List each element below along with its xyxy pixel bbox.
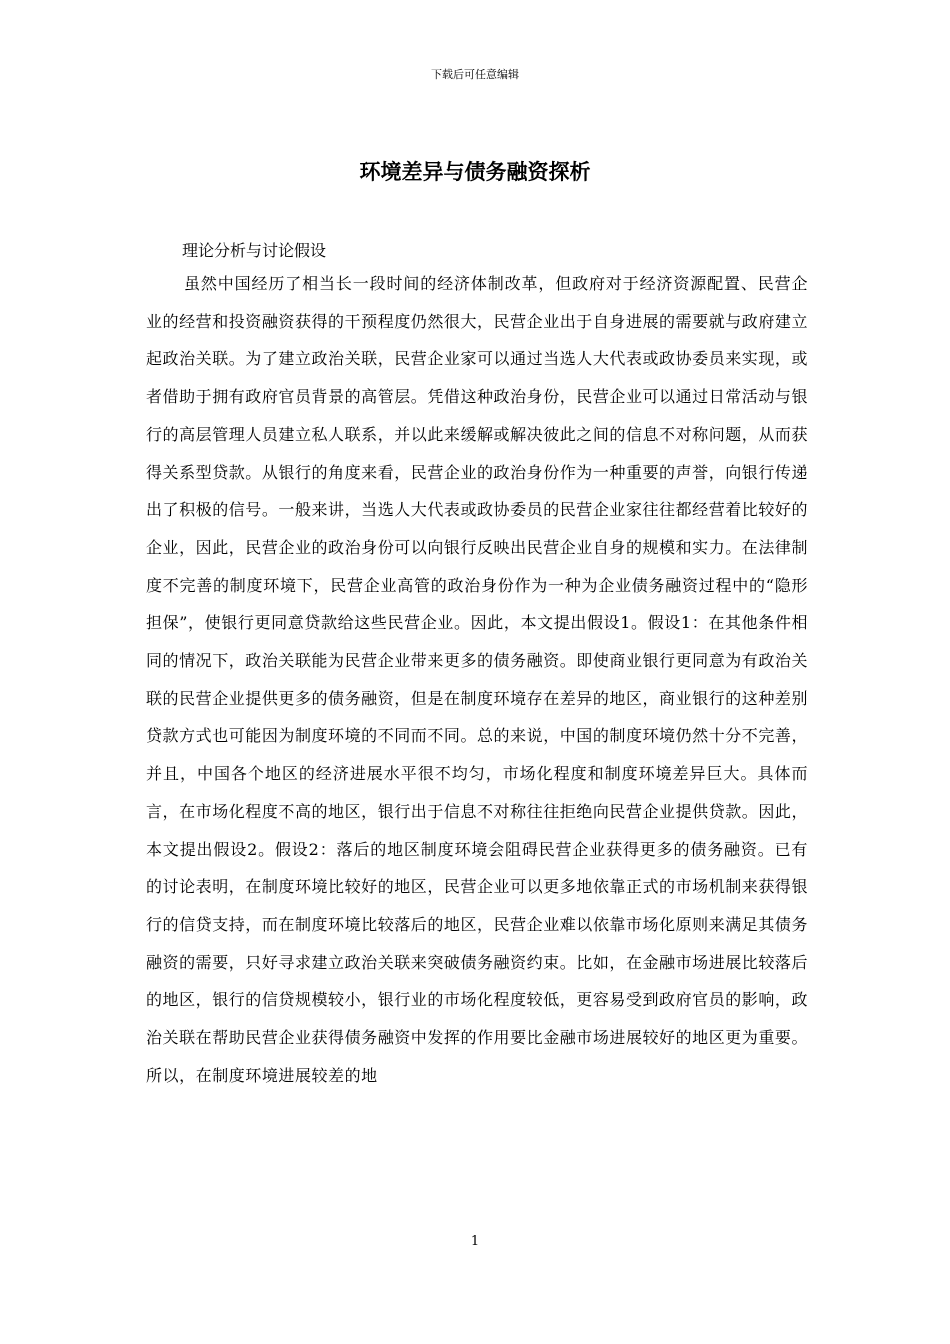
page-number: 1 xyxy=(470,1234,480,1249)
page-header-note: 下载后可任意编辑 xyxy=(431,68,519,81)
section-heading: 理论分析与讨论假设 xyxy=(182,241,327,260)
document-title: 环境差异与债务融资探析 xyxy=(359,159,591,184)
body-paragraph: 虽然中国经历了相当长一段时间的经济体制改革，但政府对于经济资源配置、民营企业的经营和投资融资获得的干预程度仍然很大，民营企业出于自身进展的需要就与政府建立起政治关联。为了建立政治关联，民营企业家可以通过当选人大代表或政协委员来实现，或者借助于拥有政府官员背景的高管层。凭借这种政治身份，民营企业可以通过日常活动与银行的高层管理人员建立私人联系，并以此来缓解或解决彼此之间的信息不对称问题，从而获得关系型贷款。从银行的角度来看，民营企业的政治身份作为一种重要的声誉，向银行传递出了积极的信号。一般来讲，当选人大代表或政协委员的民营企业家往往都经营着比较好的企业，因此，民营企业的政治身份可以向银行反映出民营企业自身的规模和实力。在法律制度不完善的制度环境下，民营企业高管的政治身份作为一种为企业债务融资过程中的“隐形担保”，使银行更同意贷款给这些民营企业。因此，本文提出假设1。假设1：在其他条件相同的情况下，政治关联能为民营企业带来更多的债务融资。即使商业银行更同意为有政治关联的民营企业提供更多的债务融资，但是在制度环境存在差异的地区，商业银行的这种差别贷款方式也可能因为制度环境的不同而不同。总的来说，中国的制度环境仍然十分不完善，并且，中国各个地区的经济进展水平很不均匀，市场化程度和制度环境差异巨大。具体而言，在市场化程度不高的地区，银行出于信息不对称往往拒绝向民营企业提供贷款。因此，本文提出假设2。假设2：落后的地区制度环境会阻碍民营企业获得更多的债务融资。已有的讨论表明，在制度环境比较好的地区，民营企业可以更多地依靠正式的市场机制来获得银行的信贷支持，而在制度环境比较落后的地区，民营企业难以依靠市场化原则来满足其债务融资的需要，只好寻求建立政治关联来突破债务融资约束。比如，在金融市场进展比较落后的地区，银行的信贷规模较小，银行业的市场化程度较低，更容易受到政府官员的影响，政治关联在帮助民营企业获得债务融资中发挥的作用要比金融市场进展较好的地区更为重要。所以，在制度环境进展较差的地 xyxy=(146,274,809,1085)
